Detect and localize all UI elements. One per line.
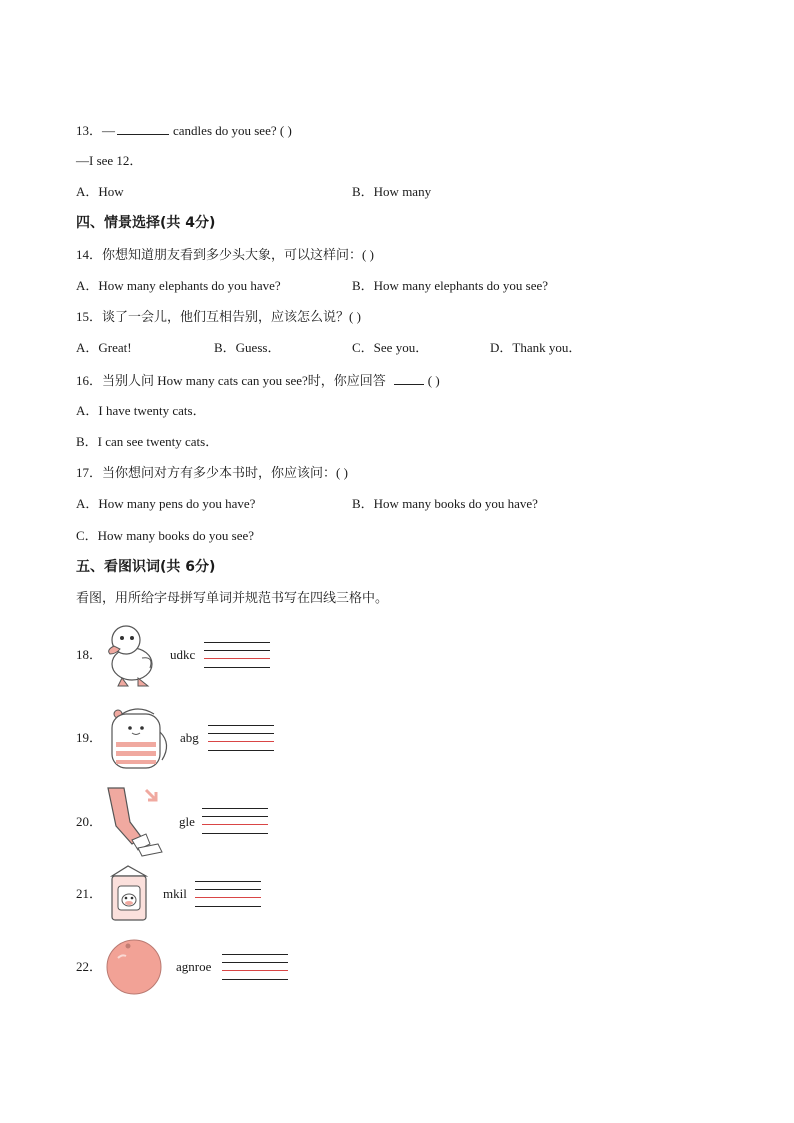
q18-number: 18． bbox=[76, 647, 103, 662]
q14-option-b[interactable]: B．How many elephants do you see? bbox=[352, 278, 549, 293]
bag-icon bbox=[102, 704, 174, 772]
q15-option-b[interactable]: B．Guess． bbox=[214, 340, 281, 355]
q18-letters: udkc bbox=[170, 647, 196, 662]
q21-writing-lines[interactable] bbox=[195, 881, 261, 907]
q13-option-a[interactable]: A．How bbox=[76, 184, 124, 199]
section-5-instruction: 看图，用所给字母拼写单词并规范书写在四线三格中。 bbox=[76, 590, 389, 605]
q13-option-b[interactable]: B．How many bbox=[352, 184, 432, 199]
milk-icon bbox=[104, 862, 154, 924]
leg-icon bbox=[102, 782, 168, 858]
q16-option-a[interactable]: A．I have twenty cats． bbox=[76, 403, 206, 418]
q20-number: 20． bbox=[76, 814, 103, 829]
answer-blank[interactable] bbox=[117, 122, 169, 135]
duck-icon bbox=[104, 620, 156, 690]
q14-stem: 14．你想知道朋友看到多少头大象，可以这样问：( ) bbox=[76, 247, 374, 262]
q19-letters: abg bbox=[180, 730, 199, 745]
q17-option-a[interactable]: A．How many pens do you have? bbox=[76, 496, 256, 511]
q13-stem: 13．— candles do you see? ( ) bbox=[76, 123, 292, 138]
q16-stem: 16．当别人问 How many cats can you see?时，你应回答 ( ) bbox=[76, 373, 440, 388]
q15-stem: 15．谈了一会儿，他们互相告别，应该怎么说？( ) bbox=[76, 309, 361, 324]
section-5-title: 五、看图识词(共 6分) bbox=[76, 559, 216, 575]
orange-icon bbox=[104, 934, 164, 996]
q15-option-c[interactable]: C．See you． bbox=[352, 340, 429, 355]
q21-letters: mkil bbox=[163, 886, 187, 901]
q19-number: 19． bbox=[76, 730, 103, 745]
answer-blank[interactable] bbox=[394, 372, 424, 385]
q18-writing-lines[interactable] bbox=[204, 642, 270, 668]
q13-reply: —I see 12． bbox=[76, 153, 143, 168]
q21-number: 21． bbox=[76, 886, 103, 901]
q22-writing-lines[interactable] bbox=[222, 954, 288, 980]
q22-letters: agnroe bbox=[176, 959, 212, 974]
q22-number: 22． bbox=[76, 959, 103, 974]
q14-option-a[interactable]: A．How many elephants do you have? bbox=[76, 278, 281, 293]
section-4-title: 四、情景选择(共 4分) bbox=[76, 215, 216, 231]
q16-option-b[interactable]: B．I can see twenty cats． bbox=[76, 434, 219, 449]
q17-option-c[interactable]: C．How many books do you see? bbox=[76, 528, 255, 543]
q19-writing-lines[interactable] bbox=[208, 725, 274, 751]
q17-option-b[interactable]: B．How many books do you have? bbox=[352, 496, 538, 511]
q15-option-a[interactable]: A．Great! bbox=[76, 340, 132, 355]
q20-letters: gle bbox=[179, 814, 195, 829]
q15-option-d[interactable]: D．Thank you． bbox=[490, 340, 582, 355]
q20-writing-lines[interactable] bbox=[202, 808, 268, 834]
q17-stem: 17．当你想问对方有多少本书时，你应该问：( ) bbox=[76, 465, 348, 480]
